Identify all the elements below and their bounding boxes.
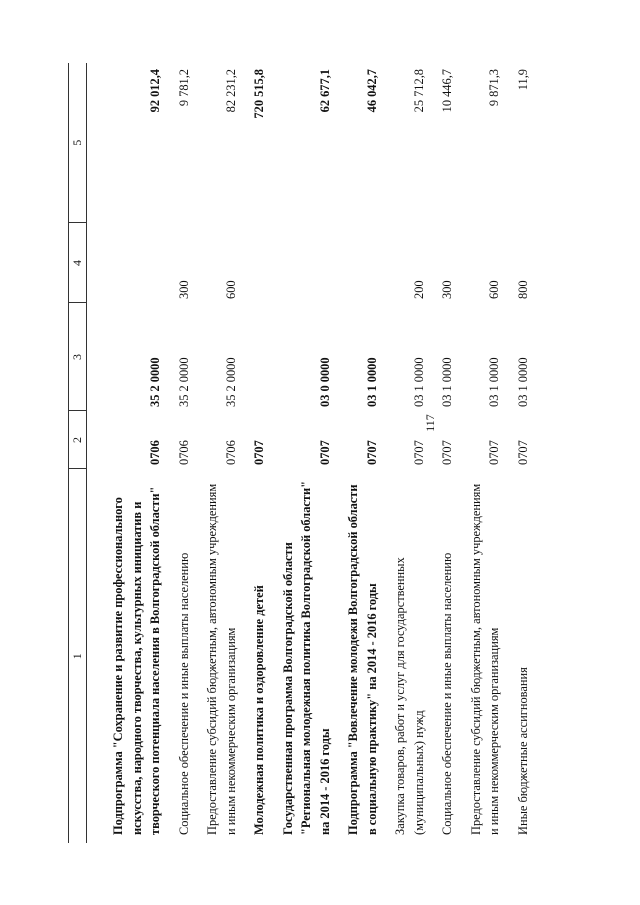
row-amount-cell: 62 677,1: [317, 69, 332, 113]
row-name-cell: Социальное обеспечение и иные выплаты населению: [176, 552, 191, 835]
row-amount-cell: 82 231,2: [223, 69, 238, 113]
row-target-cell: 03 0 0000: [317, 357, 332, 407]
row-section-cell: 0707: [440, 440, 454, 465]
row-section-cell: 0707: [487, 440, 501, 465]
table-row: [99, 63, 165, 843]
row-target-cell: 03 1 0000: [364, 357, 379, 407]
row-section-cell: 0706: [176, 440, 191, 465]
table-row: [381, 63, 428, 843]
row-type-cell: 600: [223, 280, 238, 299]
row-type-cell: [334, 223, 381, 303]
row-amount-cell: 9 871,3: [487, 69, 501, 107]
table-row: [240, 63, 269, 843]
row-target-cell: 35 2 0000: [223, 357, 238, 407]
table-row: [165, 63, 194, 843]
row-name-cell: Молодежная политика и оздоровление детей: [252, 585, 266, 835]
budget-table: [68, 63, 532, 843]
row-name-cell: Государственная программа Волгоградской области "Региональная молодежная политика Волгоградской области" на 2014 - 2016 годы: [280, 480, 332, 835]
row-target-cell: 35 2 0000: [176, 357, 191, 407]
table-row: [428, 63, 457, 843]
row-amount-cell: 46 042,7: [364, 69, 379, 113]
row-type-cell: [99, 223, 165, 303]
row-type-cell: 800: [515, 280, 530, 299]
row-name-cell: Подпрограмма "Вовлечение молодежи Волгоградской области в социальную практику" на 2014 - 2016 годы: [346, 484, 379, 835]
row-amount-cell: 25 712,8: [411, 69, 426, 113]
table-row: [504, 63, 533, 843]
row-amount-cell: 11,9: [515, 69, 530, 91]
row-amount-cell: 10 446,7: [440, 69, 454, 113]
row-type-cell: [240, 223, 269, 303]
header-col-5: 5: [69, 63, 87, 223]
table-row: [334, 63, 381, 843]
row-section-cell: 0707: [364, 440, 379, 465]
header-col-4: 4: [69, 223, 87, 303]
row-target-cell: 03 1 0000: [515, 357, 530, 407]
row-target-cell: 35 2 0000: [148, 357, 162, 407]
table-row: [457, 63, 504, 843]
table-row: [269, 63, 335, 843]
table-header-row: [69, 63, 87, 843]
row-type-cell: 300: [440, 280, 454, 299]
row-section-cell: 0706: [148, 440, 162, 465]
row-type-cell: 300: [176, 280, 191, 299]
row-name-cell: Иные бюджетные ассигнования: [515, 667, 530, 835]
row-amount-cell: 92 012,4: [148, 69, 162, 113]
row-name-cell: Предоставление субсидий бюджетным, автономным учреждениям и иным некоммерческим организациям: [205, 483, 238, 835]
row-amount-cell: 720 515,8: [252, 69, 266, 119]
row-section-cell: 0707: [411, 440, 426, 465]
page-number: 117: [423, 414, 437, 432]
budget-table-container: [68, 63, 590, 843]
row-target-cell: 03 1 0000: [411, 357, 426, 407]
row-type-cell: [269, 223, 335, 303]
row-name-cell: Подпрограмма "Сохранение и развитие профессионального искусства, народного творчества, культурных инициатив и творческого потенциала населения в Волгоградской области": [111, 486, 162, 835]
row-section-cell: 0706: [223, 440, 238, 465]
row-target-cell: [240, 303, 269, 411]
row-section-cell: 0707: [317, 440, 332, 465]
row-type-cell: 600: [487, 280, 501, 299]
header-col-2: 2: [69, 411, 87, 469]
row-section-cell: 0707: [252, 440, 266, 465]
row-name-cell: Предоставление субсидий бюджетным, автономным учреждениям и иным некоммерческим организациям: [468, 483, 501, 835]
row-amount-cell: 9 781,2: [176, 69, 191, 107]
header-col-3: 3: [69, 303, 87, 411]
row-type-cell: 200: [411, 280, 426, 299]
row-target-cell: 03 1 0000: [440, 357, 454, 407]
row-name-cell: Закупка товаров, работ и услуг для государственных (муниципальных) нужд: [393, 557, 426, 835]
row-section-cell: 0707: [515, 440, 530, 465]
table-row: [193, 63, 240, 843]
header-col-1: 1: [69, 469, 87, 843]
row-name-cell: Социальное обеспечение и иные выплаты населению: [440, 552, 454, 835]
row-target-cell: 03 1 0000: [487, 357, 501, 407]
